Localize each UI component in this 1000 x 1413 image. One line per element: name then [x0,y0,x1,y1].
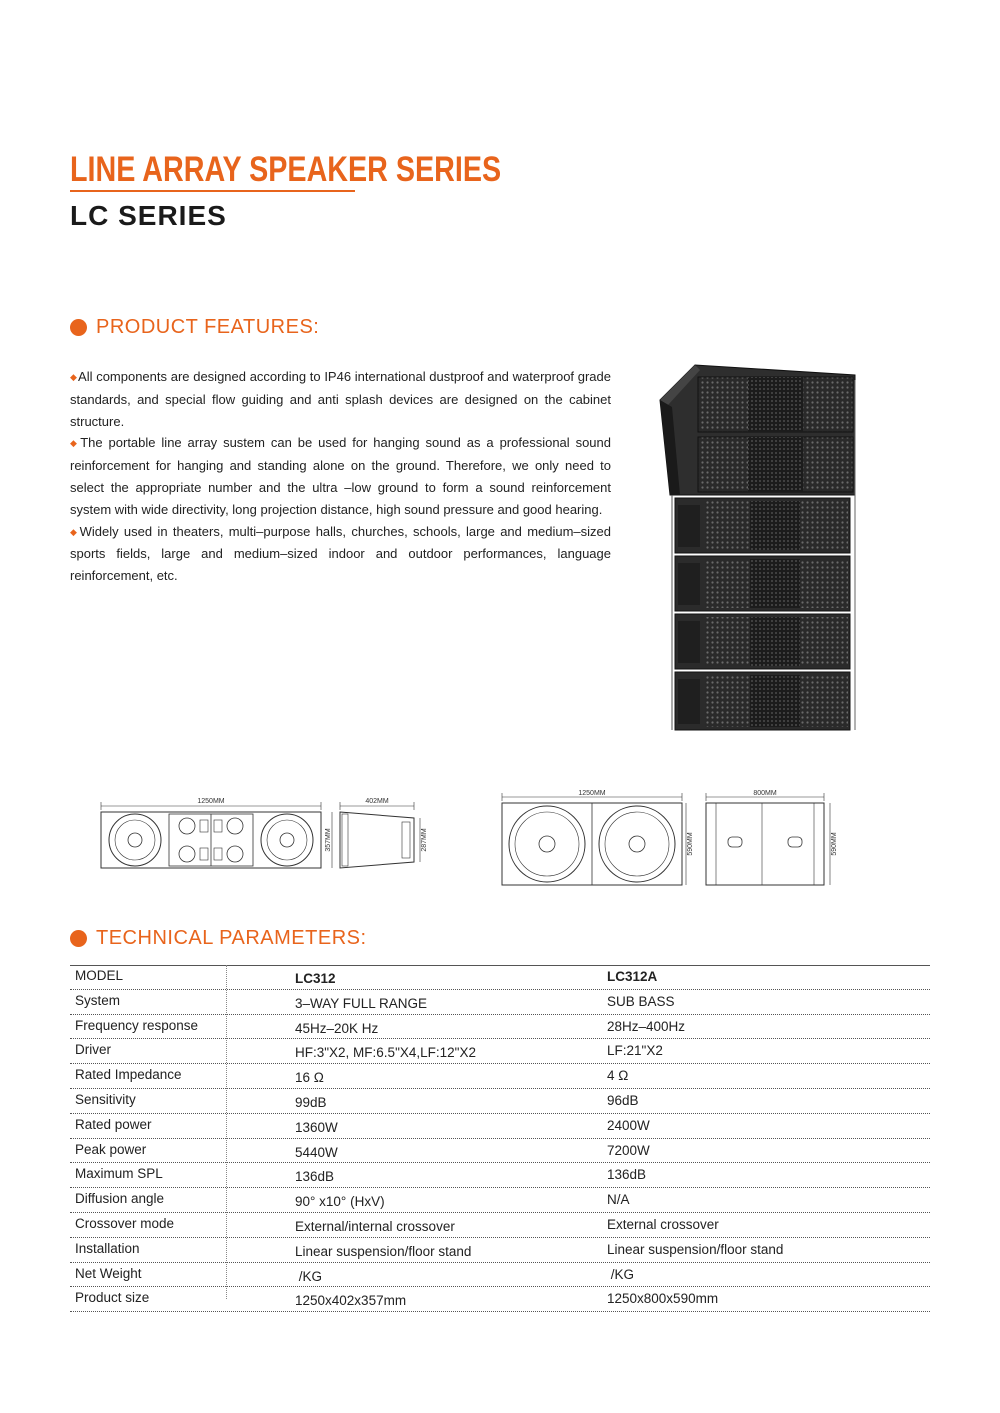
dimension-label: 357MM [325,828,332,852]
table-row: Maximum SPL 136dB 136dB [70,1163,930,1188]
table-row: Installation Linear suspension/floor stand Linear suspension/floor stand [70,1238,930,1263]
dimension-label: 1250MM [578,790,606,797]
header-label: MODEL [75,968,124,983]
table-row: Rated power 1360W 2400W [70,1114,930,1139]
feature-item: ◆The portable line array sustem can be used for hanging sound as a professional sound reinforcement for hanging and standing alone on the ground. Therefore, we only need to select the appropriate number and the ultra –low ground to form a sound reinforcement system with wide directivity, long projection distance, high sound pressure and good hearing. [70,435,611,517]
feature-item: ◆All components are designed according to IP46 international dustproof and waterproof grade standards, and special flow guiding and anti splash devices are designed on the cabinet structure. [70,369,612,429]
table-row: Sensitivity 99dB 96dB [70,1089,930,1114]
params-table [70,965,930,1312]
table-row: System 3–WAY FULL RANGE SUB BASS [70,990,930,1015]
table-row: Rated Impedance 16 Ω 4 Ω [70,1064,930,1089]
diamond-bullet-icon: ◆ [70,438,80,449]
dimension-label: 402MM [365,798,389,805]
dimension-label: 1250MM [197,798,225,805]
lc312a-front-drawing [496,787,696,887]
table-row: Product size 1250x402x357mm 1250x800x590mm [70,1287,930,1312]
params-heading-text: TECHNICAL PARAMETERS: [96,927,367,949]
lc312a-side-drawing [700,787,840,887]
features-heading [70,316,319,339]
bullet-dot-icon [70,930,87,947]
bullet-dot-icon [70,319,87,336]
lc312-side-drawing [322,792,432,872]
header-model-b: LC312A [607,969,658,984]
dimension-label: 590MM [831,832,838,856]
line-array-speaker-image [650,355,860,735]
lc312-front-drawing [95,792,335,872]
table-row: Frequency response 45Hz–20K Hz 28Hz–400Hz [70,1015,930,1040]
table-row: Driver HF:3"X2, MF:6.5"X4,LF:12"X2 LF:21"X2 [70,1039,930,1064]
params-heading [70,927,367,950]
features-list [70,366,611,587]
series-title-underline [70,190,355,192]
diamond-bullet-icon: ◆ [70,526,79,537]
table-row: Net Weight /KG /KG [70,1263,930,1288]
dimension-label: 287MM [421,828,428,852]
table-header-row [70,965,930,990]
dimension-label: 590MM [687,832,694,856]
table-row: Crossover mode External/internal crossover External crossover [70,1213,930,1238]
header-model-a: LC312 [295,971,336,986]
table-row: Diffusion angle 90° x10° (HxV) N/A [70,1188,930,1213]
dimension-label: 800MM [753,790,777,797]
feature-item: ◆Widely used in theaters, multi–purpose halls, churches, schools, large and medium–sized sports fields, large and medium–sized indoor and outdoor performances, language reinforcement, etc. [70,523,612,584]
diamond-bullet-icon: ◆ [70,372,78,382]
sub-title: LC SERIES [70,200,227,231]
table-row: Peak power 5440W 7200W [70,1139,930,1164]
features-heading-text: PRODUCT FEATURES: [96,316,320,338]
series-title: LINE ARRAY SPEAKER SERIES [70,150,502,189]
